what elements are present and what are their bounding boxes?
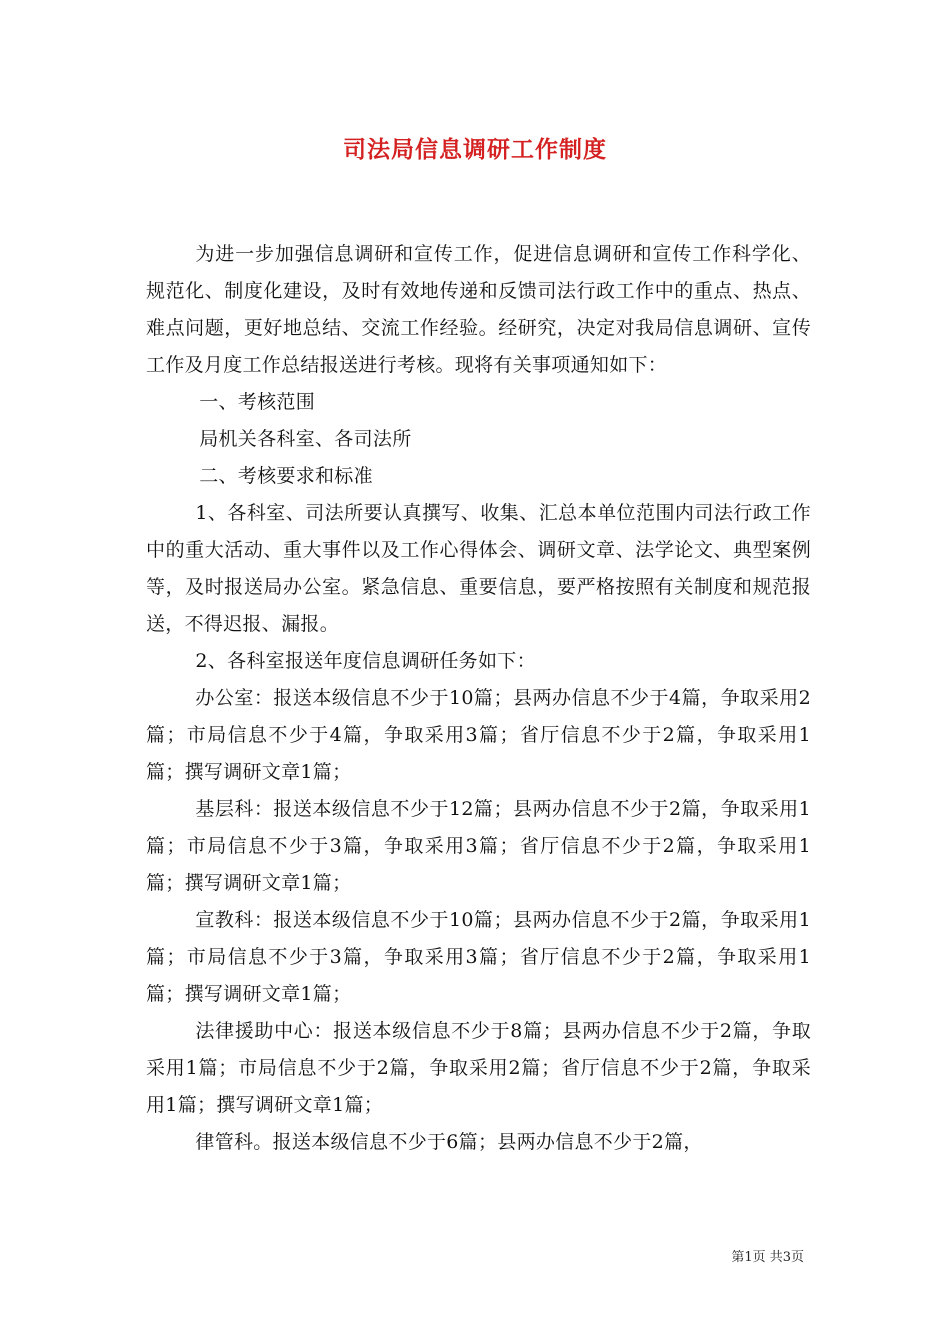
intro-paragraph: 为进一步加强信息调研和宣传工作，促进信息调研和宣传工作科学化、规范化、制度化建设，及时有效地传递和反馈司法行政工作中的重点、热点、难点问题，更好地总结、交流工作经验。经研究，决定对我局信息调研、宣传工作及月度工作总结报送进行考核。现将有关事项通知如下：: [146, 243, 811, 376]
document-title: 司法局信息调研工作制度: [343, 136, 607, 163]
requirement-paragraph-1: 1、各科室、司法所要认真撰写、收集、汇总本单位范围内司法行政工作中的重大活动、重大事件以及工作心得体会、调研文章、法学论文、典型案例等，及时报送局办公室。紧急信息、重要信息，要严格按照有关制度和规范报送，不得迟报、漏报。: [146, 502, 811, 635]
requirement-paragraph-2: 2、各科室报送年度信息调研任务如下：: [195, 650, 536, 672]
section-heading-requirements: 二、考核要求和标准: [199, 465, 373, 487]
task-paragraph-lawyer-management: 律管科。报送本级信息不少于6篇；县两办信息不少于2篇，: [195, 1131, 703, 1153]
task-paragraph-office: 办公室：报送本级信息不少于10篇；县两办信息不少于4篇，争取采用2篇；市局信息不少于4篇，争取采用3篇；省厅信息不少于2篇，争取采用1篇；撰写调研文章1篇；: [146, 687, 811, 783]
document-body: [146, 236, 811, 1161]
task-paragraph-legal-aid: 法律援助中心：报送本级信息不少于8篇；县两办信息不少于2篇，争取采用1篇；市局信息不少于2篇，争取采用2篇；省厅信息不少于2篇，争取采用1篇；撰写调研文章1篇；: [146, 1020, 811, 1116]
task-paragraph-grassroots: 基层科：报送本级信息不少于12篇；县两办信息不少于2篇，争取采用1篇；市局信息不少于3篇，争取采用3篇；省厅信息不少于2篇，争取采用1篇；撰写调研文章1篇；: [146, 798, 811, 894]
task-paragraph-education: 宣教科：报送本级信息不少于10篇；县两办信息不少于2篇，争取采用1篇；市局信息不少于3篇，争取采用3篇；省厅信息不少于2篇，争取采用1篇；撰写调研文章1篇；: [146, 909, 811, 1005]
page-indicator: 第1页 共3页: [731, 1250, 804, 1265]
section-heading-scope: 一、考核范围: [199, 391, 315, 413]
scope-paragraph: 局机关各科室、各司法所: [199, 428, 412, 450]
